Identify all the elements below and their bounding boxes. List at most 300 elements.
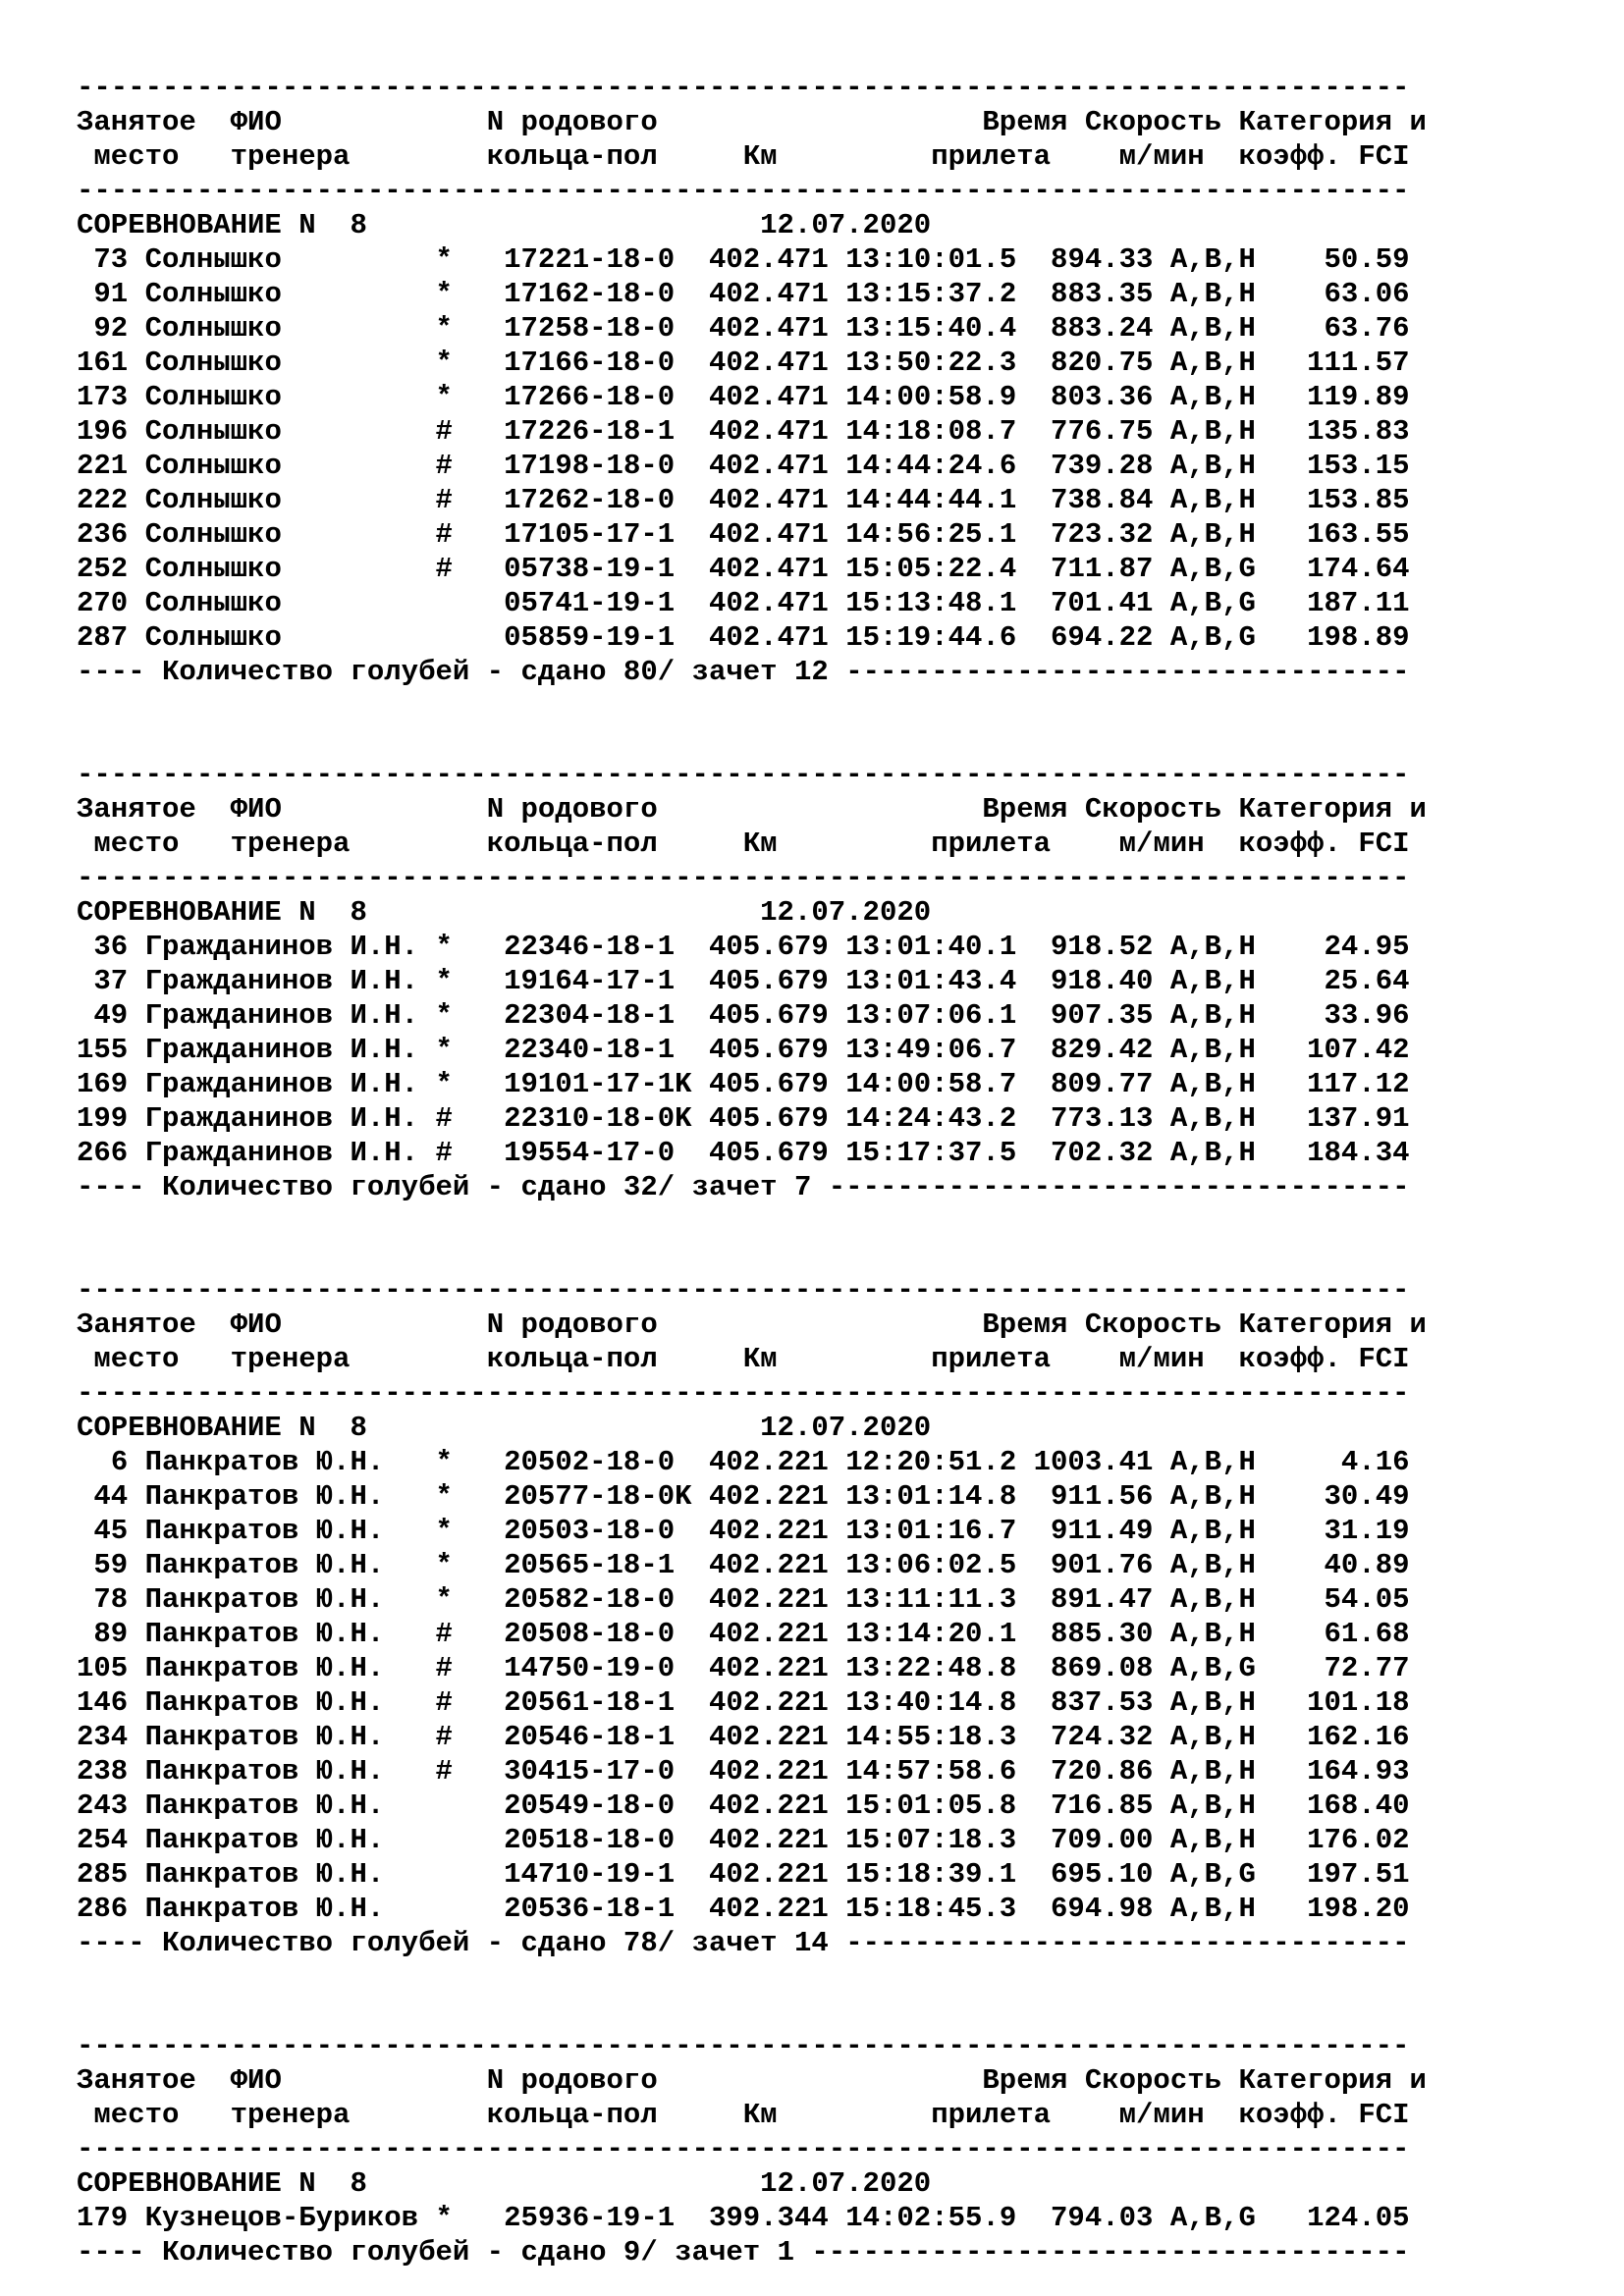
col-name-label: ФИО — [230, 106, 282, 138]
distance-cell: 402.471 — [708, 621, 829, 654]
ring-cell: 17266-18-0 — [504, 381, 676, 413]
trainer-name-cell: Гражданинов И.Н. — [144, 1068, 419, 1100]
summary-submitted-count: 78 — [623, 1927, 658, 1959]
speed-cell: 869.08 — [1051, 1652, 1154, 1684]
coefficient-cell: 63.06 — [1324, 278, 1410, 310]
category-cell: A,B,G — [1169, 553, 1256, 585]
distance-cell: 405.679 — [708, 965, 829, 997]
col-fci-label: FCI — [1358, 828, 1410, 860]
speed-cell: 709.00 — [1051, 1824, 1154, 1856]
coefficient-cell: 135.83 — [1307, 415, 1410, 448]
arrival-time-cell: 13:10:01.5 — [845, 243, 1017, 276]
mark-cell: * — [435, 965, 453, 997]
distance-cell: 402.221 — [708, 1721, 829, 1753]
speed-cell: 829.42 — [1051, 1034, 1154, 1066]
arrival-time-cell: 13:07:06.1 — [845, 999, 1017, 1032]
distance-cell: 402.221 — [708, 1789, 829, 1822]
speed-cell: 885.30 — [1051, 1618, 1154, 1650]
mark-cell: # — [435, 484, 453, 516]
distance-cell: 402.471 — [708, 381, 829, 413]
trainer-name-cell: Гражданинов И.Н. — [144, 999, 419, 1032]
mark-cell: * — [435, 1583, 453, 1616]
summary-slash: / — [640, 2236, 658, 2269]
place-cell: 287 — [77, 621, 129, 654]
speed-cell: 776.75 — [1051, 415, 1154, 448]
col-category-label-2: коэфф. — [1238, 140, 1341, 173]
coefficient-cell: 119.89 — [1307, 381, 1410, 413]
competition-number: 8 — [350, 2167, 367, 2200]
coefficient-cell: 30.49 — [1324, 1480, 1410, 1513]
place-cell: 92 — [93, 312, 129, 345]
table-row — [77, 1789, 1624, 1823]
trainer-name-cell: Кузнецов-Буриков — [144, 2202, 419, 2234]
speed-cell: 701.41 — [1051, 587, 1154, 619]
col-time-label-2: прилета — [931, 2099, 1052, 2131]
ring-cell: 17258-18-0 — [504, 312, 676, 345]
trainer-name-cell: Солнышко — [144, 415, 282, 448]
arrival-time-cell: 13:06:02.5 — [845, 1549, 1017, 1581]
ring-cell: 20518-18-0 — [504, 1824, 676, 1856]
table-row — [77, 1892, 1624, 1926]
header-bottom-rule: ------------------------------------------------------------------------------ — [77, 1377, 1410, 1410]
speed-cell: 803.36 — [1051, 381, 1154, 413]
col-name-label: ФИО — [230, 1308, 282, 1341]
place-cell: 36 — [93, 931, 129, 963]
coefficient-cell: 162.16 — [1307, 1721, 1410, 1753]
summary-dash-right: ---------------------------------- — [828, 1171, 1410, 1203]
distance-cell: 402.471 — [708, 553, 829, 585]
mark-cell: * — [435, 347, 453, 379]
col-category-label: Категория и — [1238, 793, 1427, 826]
col-place-label-2: место — [93, 828, 180, 860]
mark-cell: * — [435, 2202, 453, 2234]
ring-cell: 17262-18-0 — [504, 484, 676, 516]
competition-date: 12.07.2020 — [760, 209, 932, 241]
arrival-time-cell: 13:40:14.8 — [845, 1686, 1017, 1719]
trainer-name-cell: Гражданинов И.Н. — [144, 965, 419, 997]
place-cell: 266 — [77, 1137, 129, 1169]
mark-cell: * — [435, 1480, 453, 1513]
mark-cell: # — [435, 1137, 453, 1169]
coefficient-cell: 72.77 — [1324, 1652, 1410, 1684]
ring-cell: 20536-18-1 — [504, 1893, 676, 1925]
summary-dash-right: --------------------------------- — [845, 1927, 1410, 1959]
arrival-time-cell: 13:49:06.7 — [845, 1034, 1017, 1066]
mark-cell: # — [435, 415, 453, 448]
mark-cell: # — [435, 1755, 453, 1788]
distance-cell: 402.221 — [708, 1618, 829, 1650]
coefficient-cell: 198.20 — [1307, 1893, 1410, 1925]
arrival-time-cell: 13:50:22.3 — [845, 347, 1017, 379]
ring-cell: 20561-18-1 — [504, 1686, 676, 1719]
ring-cell: 17166-18-0 — [504, 347, 676, 379]
ring-cell: 05741-19-1 — [504, 587, 676, 619]
col-ring-label-2: кольца-пол — [486, 828, 658, 860]
header-bottom-rule: ------------------------------------------------------------------------------ — [77, 862, 1410, 894]
column-header-row-2 — [77, 2098, 1624, 2132]
speed-cell: 794.03 — [1051, 2202, 1154, 2234]
coefficient-cell: 174.64 — [1307, 553, 1410, 585]
blank-line — [77, 689, 1624, 723]
mark-cell: * — [435, 243, 453, 276]
arrival-time-cell: 13:15:37.2 — [845, 278, 1017, 310]
col-km-label: Км — [742, 140, 778, 173]
table-row — [77, 1136, 1624, 1170]
table-row — [77, 414, 1624, 449]
ring-cell: 05859-19-1 — [504, 621, 676, 654]
category-cell: A,B,H — [1169, 1789, 1256, 1822]
speed-cell: 720.86 — [1051, 1755, 1154, 1788]
place-cell: 161 — [77, 347, 129, 379]
place-cell: 285 — [77, 1858, 129, 1891]
summary-label: Количество голубей - сдано — [162, 2236, 607, 2269]
ring-cell: 14710-19-1 — [504, 1858, 676, 1891]
speed-cell: 911.49 — [1051, 1515, 1154, 1547]
distance-cell: 402.471 — [708, 484, 829, 516]
table-row — [77, 1685, 1624, 1720]
col-fci-label: FCI — [1358, 1343, 1410, 1375]
arrival-time-cell: 14:24:43.2 — [845, 1102, 1017, 1135]
col-speed-label-2: м/мин — [1118, 2099, 1205, 2131]
distance-cell: 405.679 — [708, 1137, 829, 1169]
speed-cell: 711.87 — [1051, 553, 1154, 585]
trainer-name-cell: Панкратов Ю.Н. — [144, 1721, 385, 1753]
trainer-name-cell: Панкратов Ю.Н. — [144, 1446, 385, 1478]
speed-cell: 694.98 — [1051, 1893, 1154, 1925]
category-cell: A,B,H — [1169, 965, 1256, 997]
table-row — [77, 242, 1624, 277]
category-cell: A,B,H — [1169, 312, 1256, 345]
column-header-row-2 — [77, 139, 1624, 174]
table-row — [77, 1479, 1624, 1514]
distance-cell: 402.471 — [708, 278, 829, 310]
arrival-time-cell: 15:13:48.1 — [845, 587, 1017, 619]
ring-cell: 20546-18-1 — [504, 1721, 676, 1753]
place-cell: 91 — [93, 278, 129, 310]
mark-cell: * — [435, 278, 453, 310]
category-cell: A,B,H — [1169, 1480, 1256, 1513]
col-category-label-2: коэфф. — [1238, 828, 1341, 860]
category-cell: A,B,H — [1169, 1686, 1256, 1719]
place-cell: 254 — [77, 1824, 129, 1856]
trainer-name-cell: Гражданинов И.Н. — [144, 1034, 419, 1066]
speed-cell: 1003.41 — [1033, 1446, 1154, 1478]
competition-label: СОРЕВНОВАНИЕ N — [77, 1412, 316, 1444]
category-cell: A,B,H — [1169, 1102, 1256, 1135]
category-cell: A,B,G — [1169, 621, 1256, 654]
summary-submitted-count: 9 — [623, 2236, 641, 2269]
ring-cell: 05738-19-1 — [504, 553, 676, 585]
ring-cell: 17226-18-1 — [504, 415, 676, 448]
mark-cell: * — [435, 1515, 453, 1547]
arrival-time-cell: 14:56:25.1 — [845, 518, 1017, 551]
table-row — [77, 277, 1624, 311]
place-cell: 222 — [77, 484, 129, 516]
place-cell: 252 — [77, 553, 129, 585]
coefficient-cell: 187.11 — [1307, 587, 1410, 619]
coefficient-cell: 107.42 — [1307, 1034, 1410, 1066]
place-cell: 49 — [93, 999, 129, 1032]
trainer-name-cell: Солнышко — [144, 587, 282, 619]
distance-cell: 402.221 — [708, 1446, 829, 1478]
table-row — [77, 1617, 1624, 1651]
trainer-name-cell: Панкратов Ю.Н. — [144, 1515, 385, 1547]
coefficient-cell: 4.16 — [1340, 1446, 1410, 1478]
competition-label: СОРЕВНОВАНИЕ N — [77, 209, 316, 241]
table-row — [77, 1514, 1624, 1548]
arrival-time-cell: 13:01:14.8 — [845, 1480, 1017, 1513]
mark-cell: * — [435, 1068, 453, 1100]
col-time-label-2: прилета — [931, 828, 1052, 860]
col-ring-label: N родового — [486, 793, 658, 826]
competition-date: 12.07.2020 — [760, 2167, 932, 2200]
col-name-label-2: тренера — [230, 828, 351, 860]
column-header-row-1 — [77, 1308, 1624, 1342]
category-cell: A,B,H — [1169, 381, 1256, 413]
distance-cell: 402.471 — [708, 243, 829, 276]
ring-cell: 20582-18-0 — [504, 1583, 676, 1616]
header-top-rule: ------------------------------------------------------------------------------ — [77, 759, 1410, 791]
col-place-label-2: место — [93, 140, 180, 173]
competition-number: 8 — [350, 1412, 367, 1444]
col-speed-label-2: м/мин — [1118, 828, 1205, 860]
distance-cell: 405.679 — [708, 999, 829, 1032]
arrival-time-cell: 14:55:18.3 — [845, 1721, 1017, 1753]
blank-line — [77, 1960, 1624, 1995]
col-category-label-2: коэфф. — [1238, 2099, 1341, 2131]
ring-cell: 20549-18-0 — [504, 1789, 676, 1822]
summary-submitted-count: 80 — [623, 656, 658, 688]
coefficient-cell: 124.05 — [1307, 2202, 1410, 2234]
competition-label: СОРЕВНОВАНИЕ N — [77, 2167, 316, 2200]
category-cell: A,B,H — [1169, 1137, 1256, 1169]
place-cell: 270 — [77, 587, 129, 619]
speed-cell: 894.33 — [1051, 243, 1154, 276]
col-fci-label: FCI — [1358, 2099, 1410, 2131]
trainer-name-cell: Гражданинов И.Н. — [144, 931, 419, 963]
trainer-name-cell: Панкратов Ю.Н. — [144, 1583, 385, 1616]
coefficient-cell: 164.93 — [1307, 1755, 1410, 1788]
ring-cell: 25936-19-1 — [504, 2202, 676, 2234]
col-speed-label-2: м/мин — [1118, 1343, 1205, 1375]
summary-label: Количество голубей - сдано — [162, 1171, 607, 1203]
summary-line — [77, 1170, 1624, 1204]
coefficient-cell: 101.18 — [1307, 1686, 1410, 1719]
mark-cell: # — [435, 1721, 453, 1753]
summary-label: Количество голубей - сдано — [162, 1927, 607, 1959]
table-row — [77, 1857, 1624, 1892]
place-cell: 179 — [77, 2202, 129, 2234]
speed-cell: 820.75 — [1051, 347, 1154, 379]
summary-dash-left: ---- — [77, 1171, 145, 1203]
col-speed-label: Скорость — [1084, 106, 1222, 138]
mark-cell: * — [435, 1549, 453, 1581]
arrival-time-cell: 13:15:40.4 — [845, 312, 1017, 345]
category-cell: A,B,H — [1169, 1034, 1256, 1066]
trainer-name-cell: Панкратов Ю.Н. — [144, 1755, 385, 1788]
category-cell: A,B,H — [1169, 518, 1256, 551]
distance-cell: 402.221 — [708, 1858, 829, 1891]
category-cell: A,B,H — [1169, 1549, 1256, 1581]
trainer-name-cell: Солнышко — [144, 621, 282, 654]
speed-cell: 907.35 — [1051, 999, 1154, 1032]
place-cell: 238 — [77, 1755, 129, 1788]
table-row — [77, 964, 1624, 998]
ring-cell: 20508-18-0 — [504, 1618, 676, 1650]
col-place-label: Занятое — [77, 1308, 196, 1341]
distance-cell: 402.221 — [708, 1893, 829, 1925]
coefficient-cell: 31.19 — [1324, 1515, 1410, 1547]
blank-line — [77, 723, 1624, 758]
mark-cell: * — [435, 381, 453, 413]
coefficient-cell: 117.12 — [1307, 1068, 1410, 1100]
arrival-time-cell: 15:18:39.1 — [845, 1858, 1017, 1891]
mark-cell: # — [435, 518, 453, 551]
place-cell: 173 — [77, 381, 129, 413]
distance-cell: 405.679 — [708, 1034, 829, 1066]
column-header-row-1 — [77, 105, 1624, 139]
place-cell: 286 — [77, 1893, 129, 1925]
speed-cell: 716.85 — [1051, 1789, 1154, 1822]
summary-slash: / — [657, 656, 676, 688]
col-name-label: ФИО — [230, 793, 282, 826]
coefficient-cell: 50.59 — [1324, 243, 1410, 276]
trainer-name-cell: Гражданинов И.Н. — [144, 1137, 419, 1169]
place-cell: 234 — [77, 1721, 129, 1753]
table-row — [77, 449, 1624, 483]
place-cell: 105 — [77, 1652, 129, 1684]
ring-cell: 17105-17-1 — [504, 518, 676, 551]
table-row — [77, 930, 1624, 964]
speed-cell: 723.32 — [1051, 518, 1154, 551]
column-header-row-2 — [77, 827, 1624, 861]
table-row — [77, 1067, 1624, 1101]
col-category-label: Категория и — [1238, 2064, 1427, 2097]
competition-line — [77, 1411, 1624, 1445]
header-bottom-rule: ------------------------------------------------------------------------------ — [77, 2133, 1410, 2165]
summary-credited-count: 1 — [777, 2236, 794, 2269]
place-cell: 243 — [77, 1789, 129, 1822]
ring-cell: 30415-17-0 — [504, 1755, 676, 1788]
summary-label: Количество голубей - сдано — [162, 656, 607, 688]
header-top-rule: ------------------------------------------------------------------------------ — [77, 72, 1410, 104]
category-cell: A,B,G — [1169, 2202, 1256, 2234]
ring-cell: 17221-18-0 — [504, 243, 676, 276]
arrival-time-cell: 14:00:58.9 — [845, 381, 1017, 413]
distance-cell: 402.221 — [708, 1583, 829, 1616]
place-cell: 44 — [93, 1480, 129, 1513]
competition-line — [77, 2166, 1624, 2201]
table-row — [77, 586, 1624, 620]
mark-cell: * — [435, 999, 453, 1032]
trainer-name-cell: Панкратов Ю.Н. — [144, 1824, 385, 1856]
col-ring-label: N родового — [486, 2064, 658, 2097]
coefficient-cell: 40.89 — [1324, 1549, 1410, 1581]
arrival-time-cell: 13:14:20.1 — [845, 1618, 1017, 1650]
table-row — [77, 1823, 1624, 1857]
ring-cell: 14750-19-0 — [504, 1652, 676, 1684]
mark-cell: # — [435, 1652, 453, 1684]
speed-cell: 695.10 — [1051, 1858, 1154, 1891]
table-row — [77, 311, 1624, 346]
category-cell: A,B,H — [1169, 484, 1256, 516]
summary-credit-label: зачет — [691, 656, 778, 688]
trainer-name-cell: Панкратов Ю.Н. — [144, 1549, 385, 1581]
arrival-time-cell: 13:01:40.1 — [845, 931, 1017, 963]
category-cell: A,B,H — [1169, 1824, 1256, 1856]
col-category-label-2: коэфф. — [1238, 1343, 1341, 1375]
trainer-name-cell: Панкратов Ю.Н. — [144, 1618, 385, 1650]
place-cell: 37 — [93, 965, 129, 997]
mark-cell: * — [435, 1034, 453, 1066]
col-name-label: ФИО — [230, 2064, 282, 2097]
col-fci-label: FCI — [1358, 140, 1410, 173]
header-bottom-rule: ------------------------------------------------------------------------------ — [77, 175, 1410, 207]
category-cell: A,B,H — [1169, 278, 1256, 310]
arrival-time-cell: 14:18:08.7 — [845, 415, 1017, 448]
header-top-rule: ------------------------------------------------------------------------------ — [77, 2030, 1410, 2062]
col-place-label-2: место — [93, 1343, 180, 1375]
col-time-label: Время — [982, 106, 1068, 138]
category-cell: A,B,H — [1169, 1583, 1256, 1616]
arrival-time-cell: 15:01:05.8 — [845, 1789, 1017, 1822]
place-cell: 73 — [93, 243, 129, 276]
category-cell: A,B,H — [1169, 1893, 1256, 1925]
col-time-label-2: прилета — [931, 140, 1052, 173]
trainer-name-cell: Панкратов Ю.Н. — [144, 1858, 385, 1891]
summary-dash-right: ----------------------------------- — [811, 2236, 1410, 2269]
col-ring-label-2: кольца-пол — [486, 140, 658, 173]
col-time-label-2: прилета — [931, 1343, 1052, 1375]
coefficient-cell: 168.40 — [1307, 1789, 1410, 1822]
blank-line — [77, 1995, 1624, 2029]
arrival-time-cell: 15:17:37.5 — [845, 1137, 1017, 1169]
table-row — [77, 517, 1624, 552]
place-cell: 78 — [93, 1583, 129, 1616]
speed-cell: 883.35 — [1051, 278, 1154, 310]
col-ring-label-2: кольца-пол — [486, 2099, 658, 2131]
trainer-name-cell: Солнышко — [144, 450, 282, 482]
table-row — [77, 620, 1624, 655]
blank-line — [77, 1239, 1624, 1273]
trainer-name-cell: Солнышко — [144, 312, 282, 345]
coefficient-cell: 54.05 — [1324, 1583, 1410, 1616]
summary-dash-right: --------------------------------- — [845, 656, 1410, 688]
place-cell: 221 — [77, 450, 129, 482]
col-ring-label: N родового — [486, 106, 658, 138]
mark-cell: # — [435, 1686, 453, 1719]
col-name-label-2: тренера — [230, 2099, 351, 2131]
category-cell: A,B,G — [1169, 587, 1256, 619]
col-time-label: Время — [982, 1308, 1068, 1341]
speed-cell: 773.13 — [1051, 1102, 1154, 1135]
distance-cell: 402.221 — [708, 1515, 829, 1547]
column-header-row-2 — [77, 1342, 1624, 1376]
arrival-time-cell: 15:07:18.3 — [845, 1824, 1017, 1856]
column-header-row-1 — [77, 2063, 1624, 2098]
place-cell: 199 — [77, 1102, 129, 1135]
arrival-time-cell: 15:18:45.3 — [845, 1893, 1017, 1925]
col-place-label: Занятое — [77, 106, 196, 138]
trainer-name-cell: Панкратов Ю.Н. — [144, 1789, 385, 1822]
results-document — [77, 71, 1624, 2269]
coefficient-cell: 111.57 — [1307, 347, 1410, 379]
category-cell: A,B,H — [1169, 1446, 1256, 1478]
ring-cell: 22310-18-0K — [504, 1102, 692, 1135]
column-header-row-1 — [77, 792, 1624, 827]
trainer-name-cell: Солнышко — [144, 381, 282, 413]
trainer-name-cell: Солнышко — [144, 347, 282, 379]
